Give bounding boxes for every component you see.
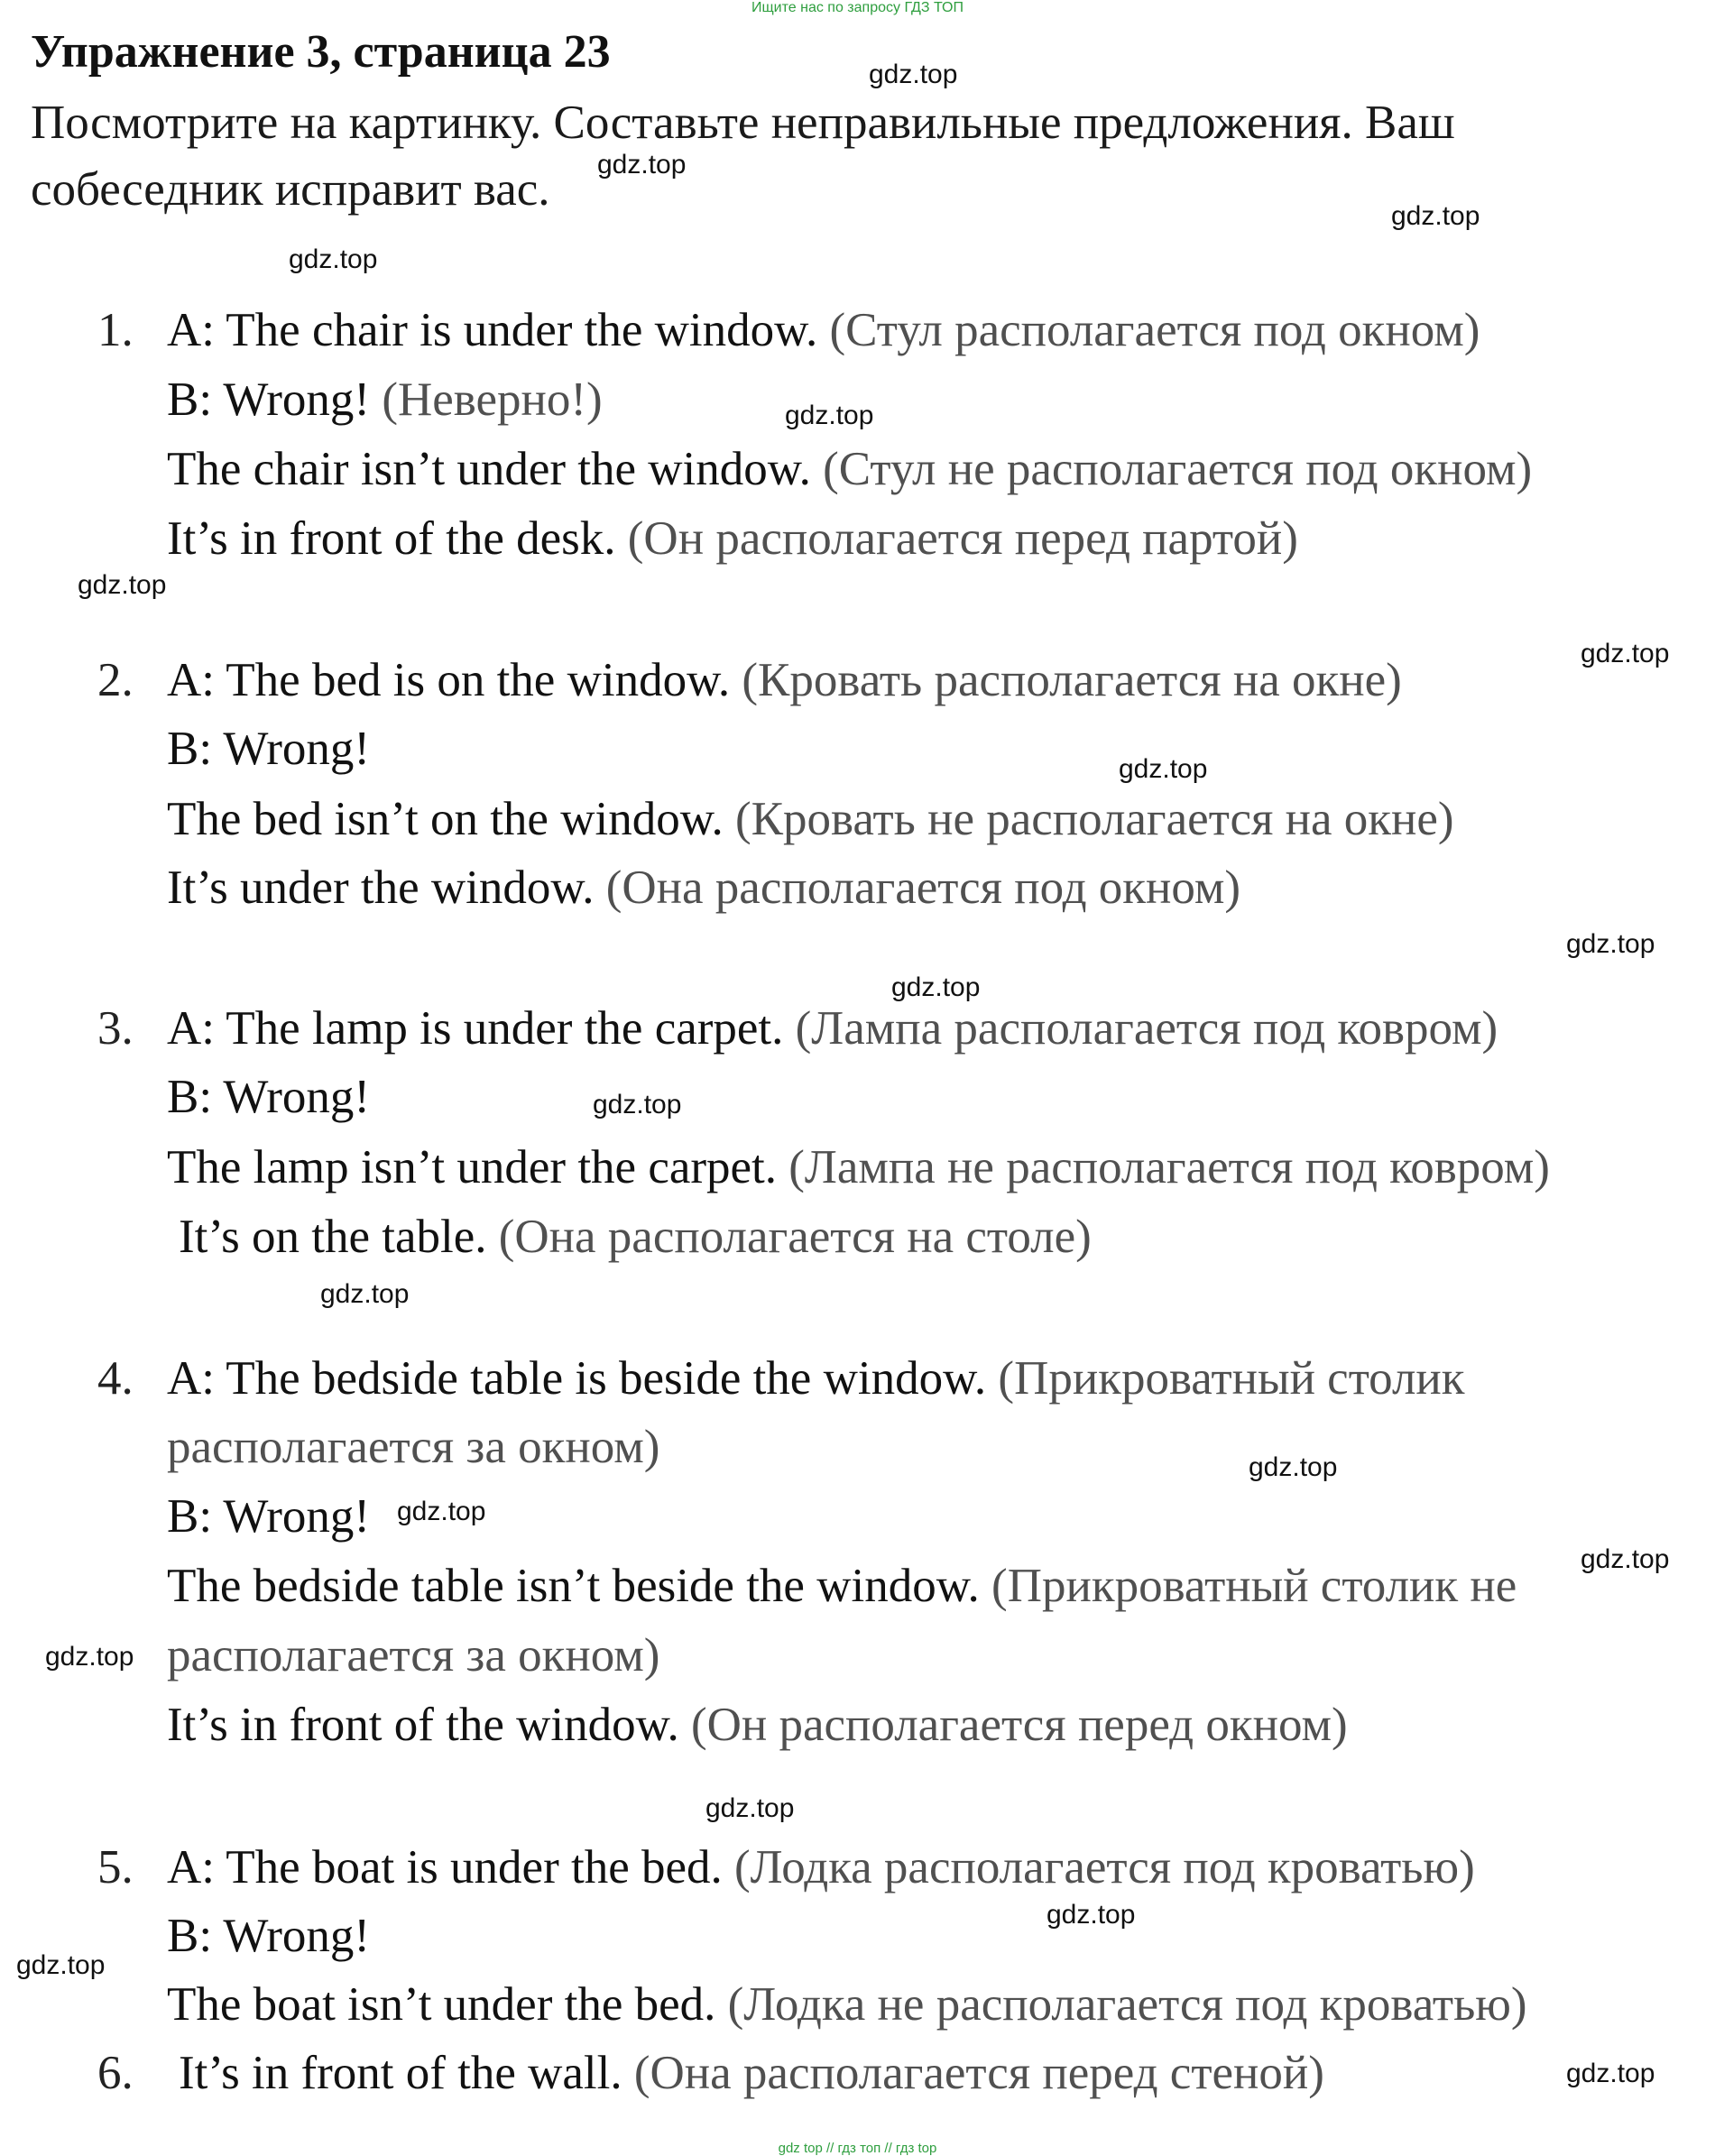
russian-translation: (Лампа располагается под ковром) xyxy=(795,1002,1498,1055)
english-text: A: The chair is under the window. xyxy=(167,304,818,356)
watermark: gdz.top xyxy=(1581,639,1670,668)
dialogue-line xyxy=(167,653,1402,707)
dialogue-line xyxy=(167,1909,370,1963)
english-text: It’s in front of the window. xyxy=(167,1699,679,1751)
dialogue-line xyxy=(167,1698,1348,1752)
footer-watermark: gdz top // гдз топ // гдз top xyxy=(778,2141,937,2156)
item-number: 3. xyxy=(97,1002,134,1055)
english-text: The lamp isn’t under the carpet. xyxy=(167,1141,778,1193)
russian-translation: (Она располагается на столе) xyxy=(498,1211,1092,1263)
item-number: 1. xyxy=(97,304,134,356)
watermark: gdz.top xyxy=(289,244,378,274)
dialogue-line xyxy=(167,1070,370,1124)
dialogue-line xyxy=(167,511,1298,566)
english-text: It’s under the window. xyxy=(167,861,595,914)
watermark: gdz.top xyxy=(1566,929,1655,959)
english-text: It’s in front of the wall. xyxy=(179,2047,622,2099)
english-text: B: Wrong! xyxy=(167,373,371,426)
watermark: gdz.top xyxy=(1566,2059,1655,2088)
instruction-line-2: собеседник исправит вас. xyxy=(31,163,550,216)
russian-translation: (Стул не располагается под окном) xyxy=(823,443,1533,495)
dialogue-line xyxy=(167,373,603,427)
watermark: gdz.top xyxy=(1119,754,1208,784)
dialogue-line xyxy=(167,861,1240,915)
item-number: 2. xyxy=(97,654,134,706)
dialogue-line xyxy=(167,1628,659,1682)
english-text: A: The boat is under the bed. xyxy=(167,1841,723,1893)
russian-translation: (Неверно!) xyxy=(382,373,603,426)
english-text: It’s on the table. xyxy=(179,1211,487,1263)
dialogue-line xyxy=(167,442,1532,496)
english-text: B: Wrong! xyxy=(167,1071,371,1123)
russian-translation: (Лампа не располагается под ковром) xyxy=(788,1141,1550,1193)
russian-translation: (Он располагается перед партой) xyxy=(627,512,1298,565)
dialogue-line xyxy=(167,1351,1465,1405)
watermark: gdz.top xyxy=(891,972,981,1002)
watermark: gdz.top xyxy=(785,401,874,430)
dialogue-line xyxy=(167,792,1454,846)
english-text: The bedside table isn’t beside the window. xyxy=(167,1560,980,1612)
dialogue-line xyxy=(167,1001,1498,1055)
russian-translation: (Кровать располагается на окне) xyxy=(742,654,1402,706)
watermark: gdz.top xyxy=(869,60,958,89)
dialogue-line xyxy=(167,1840,1475,1894)
english-text: It’s in front of the desk. xyxy=(167,512,616,565)
dialogue-line xyxy=(167,303,1480,357)
watermark: gdz.top xyxy=(16,1950,106,1980)
top-banner: Ищите нас по запросу ГДЗ ТОП xyxy=(751,0,964,15)
dialogue-line xyxy=(179,2046,1324,2100)
item-number: 6. xyxy=(97,2047,134,2099)
english-text: A: The bedside table is beside the window. xyxy=(167,1352,987,1405)
item-number: 4. xyxy=(97,1352,134,1405)
dialogue-line xyxy=(167,722,370,776)
watermark: gdz.top xyxy=(593,1090,682,1119)
dialogue-line xyxy=(167,1489,370,1543)
watermark: gdz.top xyxy=(1391,201,1480,231)
dialogue-line xyxy=(167,1420,659,1474)
watermark: gdz.top xyxy=(320,1279,410,1309)
watermark: gdz.top xyxy=(1581,1544,1670,1574)
watermark: gdz.top xyxy=(597,150,687,180)
dialogue-line xyxy=(167,1140,1550,1194)
russian-translation: (Она располагается под окном) xyxy=(605,861,1241,914)
english-text: B: Wrong! xyxy=(167,1910,371,1962)
dialogue-line xyxy=(167,1559,1517,1613)
watermark: gdz.top xyxy=(397,1497,486,1526)
english-text: A: The bed is on the window. xyxy=(167,654,731,706)
dialogue-line xyxy=(179,1210,1092,1264)
watermark: gdz.top xyxy=(1047,1900,1136,1930)
item-number: 5. xyxy=(97,1841,134,1893)
english-text: A: The lamp is under the carpet. xyxy=(167,1002,784,1055)
dialogue-line xyxy=(167,1977,1527,2032)
russian-translation: (Она располагается перед стеной) xyxy=(633,2047,1324,2099)
russian-translation: (Прикроватный столик xyxy=(998,1352,1465,1405)
page-title: Упражнение 3, страница 23 xyxy=(31,26,611,78)
russian-translation: (Лодка располагается под кроватью) xyxy=(734,1841,1475,1893)
english-text: The bed isn’t on the window. xyxy=(167,793,724,845)
russian-translation: располагается за окном) xyxy=(167,1629,660,1681)
instruction-line-1: Посмотрите на картинку. Составьте неправильные предложения. Ваш xyxy=(31,97,1455,149)
russian-translation: (Он располагается перед окном) xyxy=(690,1699,1348,1751)
watermark: gdz.top xyxy=(78,570,167,600)
english-text: The chair isn’t under the window. xyxy=(167,443,811,495)
russian-translation: располагается за окном) xyxy=(167,1421,660,1473)
russian-translation: (Стул располагается под окном) xyxy=(829,304,1480,356)
russian-translation: (Прикроватный столик не xyxy=(991,1560,1517,1612)
english-text: B: Wrong! xyxy=(167,723,371,775)
english-text: The boat isn’t under the bed. xyxy=(167,1978,716,2031)
watermark: gdz.top xyxy=(705,1793,795,1823)
russian-translation: (Кровать не располагается на окне) xyxy=(735,793,1454,845)
watermark: gdz.top xyxy=(45,1642,134,1672)
watermark: gdz.top xyxy=(1249,1452,1338,1482)
english-text: B: Wrong! xyxy=(167,1490,371,1543)
russian-translation: (Лодка не располагается под кроватью) xyxy=(727,1978,1527,2031)
